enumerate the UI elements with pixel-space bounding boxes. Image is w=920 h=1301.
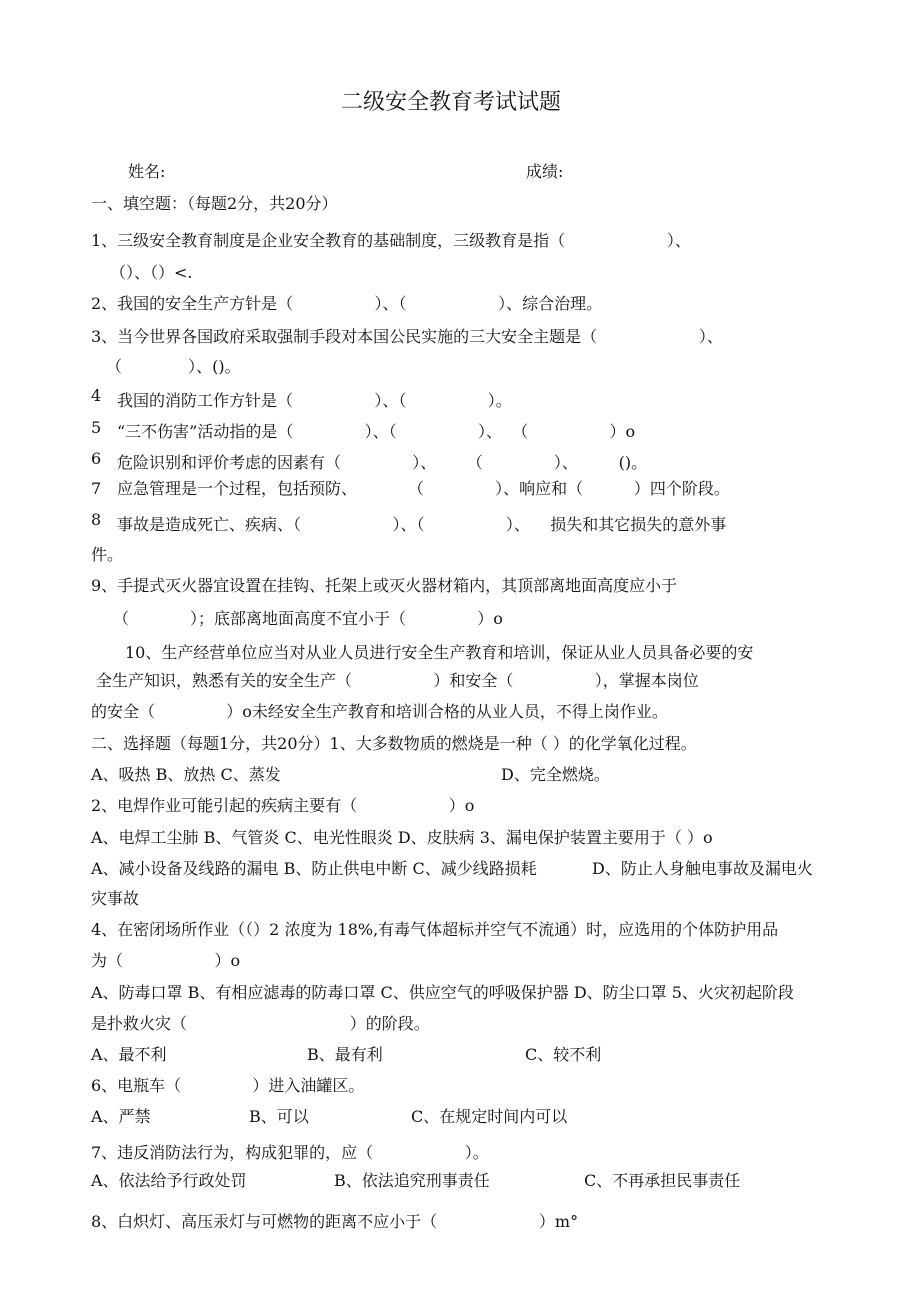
page-title: 二级安全教育考试试题 xyxy=(341,90,562,115)
question-line: 件。 xyxy=(91,545,124,564)
name-label: 姓名: xyxy=(128,162,166,181)
question-line: 6、电瓶车（ ）进入油罐区。 xyxy=(91,1076,365,1095)
answer-option: A、最不利 xyxy=(91,1045,167,1064)
question-number: 8 xyxy=(91,510,102,529)
answer-options: A、吸热 B、放热 C、蒸发 xyxy=(91,765,281,784)
answer-options: A、防毒口罩 B、有相应滤毒的防毒口罩 C、供应空气的呼吸保护器 D、防尘口罩 5、火灾初起阶段 xyxy=(91,983,794,1002)
question-line: 4、在密闭场所作业（（）2 浓度为 18%,有毒气体超标并空气不流通）时，应选用的个体防护用品 xyxy=(91,920,779,939)
question-line: 2、我国的安全生产方针是（ ）、（ ）、综合治理。 xyxy=(91,294,603,313)
section-heading-fill-in: 一、填空题：（每题2分，共20分） xyxy=(91,194,338,213)
answer-option: C、不再承担民事责任 xyxy=(584,1171,741,1190)
answer-option: B、可以 xyxy=(249,1107,309,1126)
question-line: 3、当今世界各国政府采取强制手段对本国公民实施的三大安全主题是（ ）、 xyxy=(91,327,723,346)
question-line: 2、电焊作业可能引起的疾病主要有（ ）o xyxy=(91,796,475,815)
question-number: 6 xyxy=(91,449,102,468)
answer-option: C、较不利 xyxy=(525,1045,602,1064)
question-line: （）、（）<. xyxy=(110,263,193,282)
question-number: 4 xyxy=(91,386,102,405)
answer-option: C、在规定时间内可以 xyxy=(411,1107,568,1126)
question-line: 我国的消防工作方针是（ ）、（ ）。 xyxy=(117,391,512,410)
answer-options: A、减小设备及线路的漏电 B、防止供电中断 C、减少线路损耗 xyxy=(91,859,537,878)
question-line: 9、手提式灭火器宜设置在挂钩、托架上或灭火器材箱内，其顶部离地面高度应小于 xyxy=(91,576,678,595)
question-line: 全生产知识，熟悉有关的安全生产（ ）和安全（ ），掌握本岗位 xyxy=(96,671,699,690)
answer-option-cont: 灾事故 xyxy=(91,889,140,908)
question-line: “三不伤害”活动指的是（ ）、（ ）、 （ ）o xyxy=(117,422,636,441)
question-line: 8、白炽灯、高压汞灯与可燃物的距离不应小于（ ）m° xyxy=(91,1212,579,1231)
answer-option: D、防止人身触电事故及漏电火 xyxy=(592,859,813,878)
question-line: 1、三级安全教育制度是企业安全教育的基础制度，三级教育是指（ ）、 xyxy=(91,231,691,250)
score-label: 成绩: xyxy=(526,162,564,181)
section-heading-choice: 二、选择题（每题1分，共20分）1、大多数物质的燃烧是一种（ ）的化学氧化过程。 xyxy=(91,734,697,753)
answer-option: A、严禁 xyxy=(91,1107,151,1126)
question-line: 7、违反消防法行为，构成犯罪的，应（ ）。 xyxy=(91,1143,489,1162)
question-number: 5 xyxy=(91,418,102,437)
question-line: 10、生产经营单位应当对从业人员进行安全生产教育和培训，保证从业人员具备必要的安 xyxy=(125,643,754,662)
question-line: （ ）；底部离地面高度不宜小于（ ）o xyxy=(113,609,503,628)
answer-options: A、电焊工尘肺 B、气管炎 C、电光性眼炎 D、皮肤病 3、漏电保护装置主要用于（ ）o xyxy=(91,828,713,847)
question-line: 是扑救火灾（ ）的阶段。 xyxy=(91,1014,430,1033)
question-line: 为（ ）o xyxy=(91,951,241,970)
answer-option: B、依法追究刑事责任 xyxy=(334,1171,490,1190)
question-line: 危险识别和评价考虑的因素有（ ）、 （ ）、 ()。 xyxy=(117,453,648,472)
question-line: 的安全（ ）o未经安全生产教育和培训合格的从业人员，不得上岗作业。 xyxy=(91,702,668,721)
answer-option: A、依法给予行政处罚 xyxy=(91,1171,247,1190)
question-line: 事故是造成死亡、疾病、（ ）、（ ）、 损失和其它损失的意外事 xyxy=(117,515,727,534)
answer-option: B、最有利 xyxy=(307,1045,383,1064)
question-line: （ ）、()。 xyxy=(106,357,241,376)
question-line: 应急管理是一个过程，包括预防、 （ ）、响应和（ ）四个阶段。 xyxy=(117,479,730,498)
question-number: 7 xyxy=(91,479,102,498)
answer-option: D、完全燃烧。 xyxy=(501,765,610,784)
